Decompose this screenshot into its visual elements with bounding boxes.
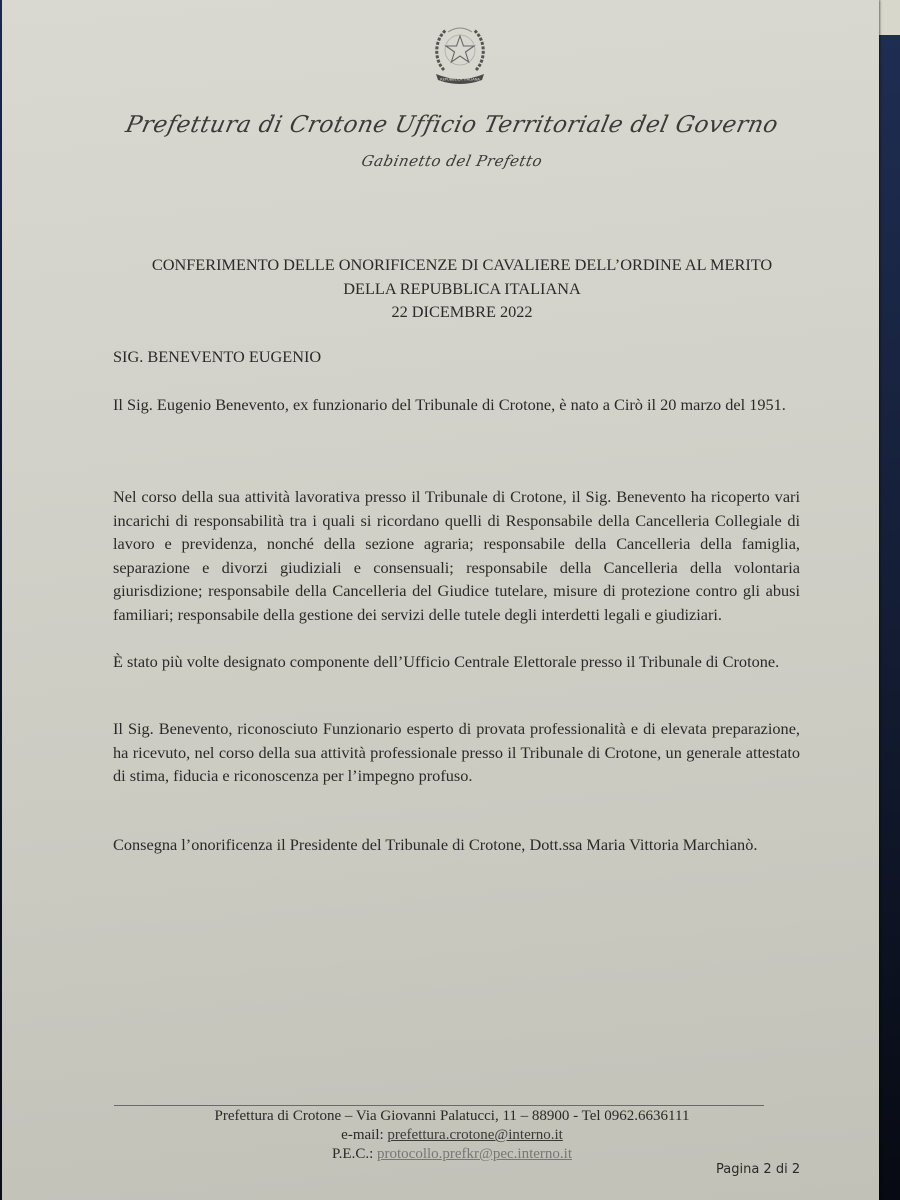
letterhead-title: Prefettura di Crotone Ufficio Territoriale del Governo <box>123 112 781 138</box>
heading-line-2: DELLA REPUBBLICA ITALIANA <box>343 278 581 298</box>
footer-address: Prefettura di Crotone – Via Giovanni Palatucci, 11 – 88900 - Tel 0962.6636111 <box>214 1108 690 1124</box>
footer-divider <box>114 1105 764 1106</box>
paragraph-delivery: Consegna l’onorificenza il Presidente del Tribunale di Crotone, Dott.ssa Maria Vittoria Marchianò. <box>113 835 758 854</box>
svg-text:REPUBBLICA ITALIANA: REPUBBLICA ITALIANA <box>440 77 480 82</box>
background-surface <box>879 35 900 1200</box>
paragraph-recognition: Il Sig. Benevento, riconosciuto Funzionario esperto di provata professionalità e di elevata preparazione, ha ricevuto, nel corso della sua attività professionale presso il Tribunale di Crotone, un generale attestato di stima, fiducia e riconoscenza per l’impegno profuso. <box>113 719 800 785</box>
heading-date: 22 DICEMBRE 2022 <box>391 302 533 321</box>
italian-republic-emblem-icon <box>430 18 490 88</box>
footer-email-line <box>2 1126 900 1145</box>
footer-pec-label: P.E.C.: <box>331 1146 377 1162</box>
heading-line-1: CONFERIMENTO DELLE ONORIFICENZE DI CAVALIERE DELL’ORDINE AL MERITO <box>151 255 773 274</box>
footer <box>2 1107 900 1164</box>
footer-email-link[interactable]: prefettura.crotone@interno.it <box>387 1127 563 1143</box>
page-number: Pagina 2 di 2 <box>716 1162 801 1177</box>
footer-pec-link[interactable]: protocollo.prefkr@pec.interno.it <box>377 1146 572 1162</box>
footer-email-label: e-mail: <box>341 1127 388 1143</box>
paper-edge-strip <box>877 0 900 35</box>
recipient-name: SIG. BENEVENTO EUGENIO <box>113 347 322 366</box>
document-page <box>2 0 879 1200</box>
letterhead-subtitle: Gabinetto del Prefetto <box>359 152 545 170</box>
paragraph-birth: Il Sig. Eugenio Benevento, ex funzionario del Tribunale di Crotone, è nato a Cirò il 20 marzo del 1951. <box>113 395 786 414</box>
document-heading <box>102 253 822 324</box>
paragraph-electoral: È stato più volte designato componente dell’Ufficio Centrale Elettorale presso il Tribunale di Crotone. <box>113 652 780 671</box>
paragraph-career: Nel corso della sua attività lavorativa presso il Tribunale di Crotone, il Sig. Benevento ha ricoperto vari incarichi di responsabilità tra i quali si ricordano quelli di Responsabile della Cancelleria Collegiale di lavoro e previdenza, nonché della sezione agraria; responsabile della Cancelleria della famiglia, separazione e divorzi giudiziali e consensuali; responsabile della Cancelleria della volontaria giurisdizione; responsabile della Cancelleria del Giudice tutelare, misure di protezione contro gli abusi familiari; responsabile della gestione dei servizi delle tutele degli interdetti legali e giudiziari. <box>113 487 800 624</box>
